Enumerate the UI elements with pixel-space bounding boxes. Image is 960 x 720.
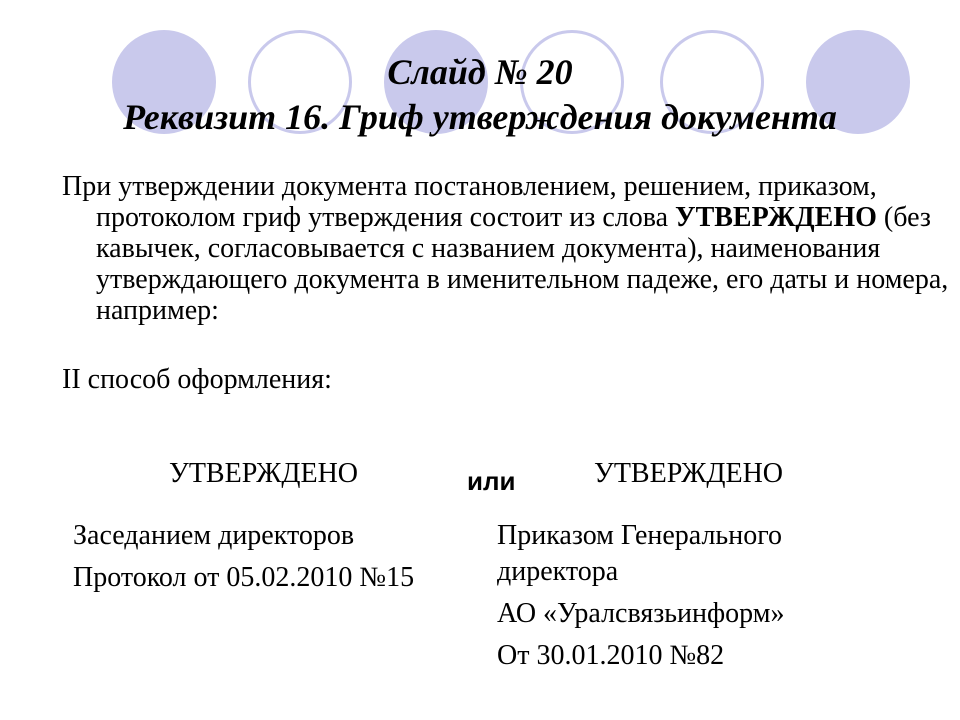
left-stamp-line-2: Протокол от 05.02.2010 №15 xyxy=(73,562,415,593)
body-paragraph-1 xyxy=(62,171,956,326)
slide-title-number: Слайд № 20 xyxy=(387,52,573,92)
body-paragraph-2: II способ оформления: xyxy=(62,364,332,395)
right-stamp-line-4: От 30.01.2010 №82 xyxy=(497,640,725,671)
left-stamp-heading: УТВЕРЖДЕНО xyxy=(169,458,359,489)
or-separator: или xyxy=(467,466,516,496)
para1-suffix: (без кавычек, согласовывается с названием документа), наименования утверждающего документа в именительном падеже, его даты и номера, например: xyxy=(96,202,949,326)
slide-title-subject: Реквизит 16. Гриф утверждения документа xyxy=(123,97,837,137)
right-stamp-line-1: Приказом Генерального xyxy=(497,520,782,551)
para1-bold-word: УТВЕРЖДЕНО xyxy=(675,202,877,233)
right-stamp-line-3: АО «Уралсвязьинформ» xyxy=(497,598,785,629)
left-stamp-line-1: Заседанием директоров xyxy=(73,520,355,551)
right-stamp-line-2: директора xyxy=(497,556,619,587)
para1-prefix: При утверждении документа постановлением, решением, приказом, протоколом гриф утверждения состоит из слова xyxy=(62,171,877,233)
right-stamp-heading: УТВЕРЖДЕНО xyxy=(594,458,784,489)
